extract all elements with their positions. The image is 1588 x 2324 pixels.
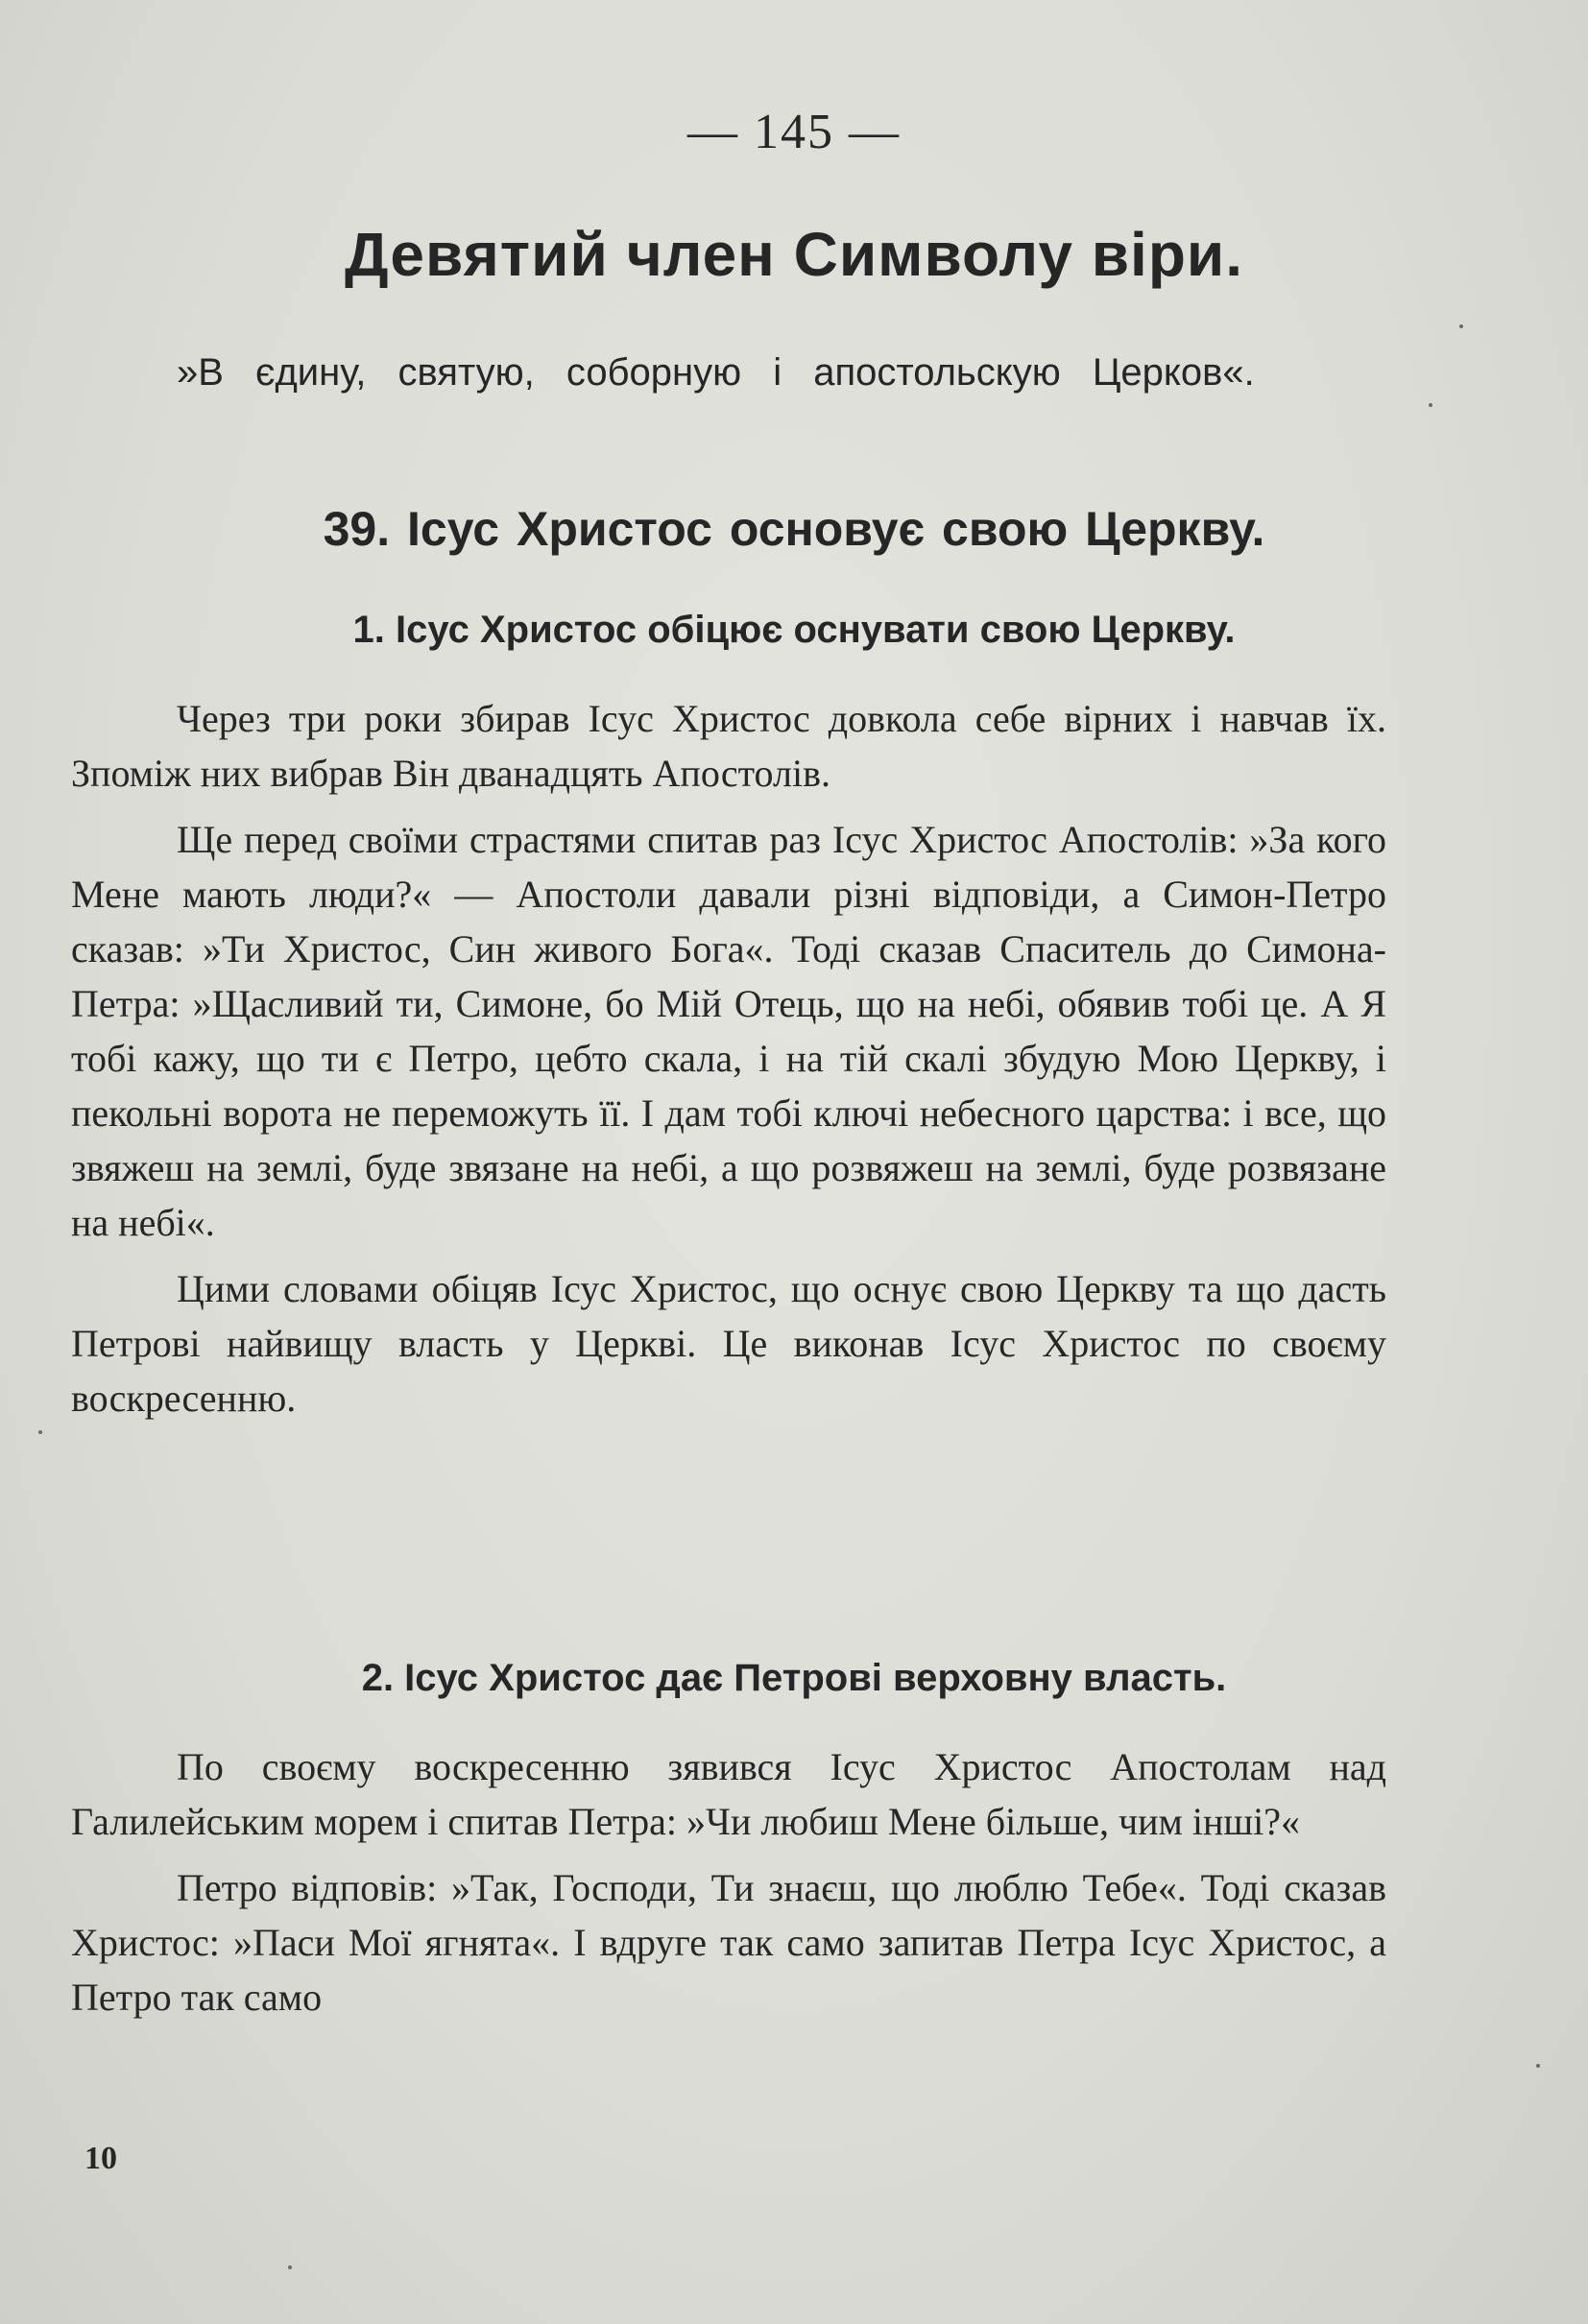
paragraph: Ще перед своїми страстями спитав раз Ісус Христос Апостолів: »За кого Мене мають люди?« — Апостоли давали різні відповіди, а Симон-Петро сказав: »Ти Христос, Син живого Бога«. Тоді сказав Спаситель до Симона-Петра: »Щасливий ти, Симоне, бо Мій Отець, що на небі, обявив тобі це. А Я тобі кажу, що ти є Петро, цебто скала, і на тій скалі збудую Мою Церкву, і пекольні ворота не переможуть її. І дам тобі ключі небесного царства: і все, що звяжеш на землі, буде звязане на небі, а що розвяжеш на землі, буде розвязане на небі«. (71, 818, 1386, 1244)
page-number: — 145 — (687, 105, 901, 159)
subsection-2-title: 2. Ісус Христос дає Петрові верховну власть. (361, 1657, 1227, 1699)
sheet-signature: 10 (84, 2141, 117, 2176)
creed-text: »В єдину, святую, соборную і апостольскую Церков«. (177, 351, 1255, 394)
paper-speck (1536, 2064, 1540, 2068)
subsection-1-title: 1. Ісус Христос обіцює оснувати свою Церкву. (352, 609, 1236, 651)
subsection-2-body (71, 1739, 1386, 2025)
paragraph: Через три роки збирав Ісус Христос довкола себе вірних і навчав їх. Зпоміж них вибрав Він дванадцять Апостолів. (71, 697, 1386, 795)
paper-speck (1459, 324, 1463, 328)
chapter-title: Девятий член Символу віри. (344, 220, 1244, 289)
paper-speck (38, 1430, 42, 1434)
creed-quote (71, 344, 1386, 401)
section-title: 39. Ісус Христос основує свою Церкву. (323, 502, 1265, 556)
paper-speck (288, 2265, 292, 2269)
paper-speck (1429, 403, 1432, 407)
paragraph: По своєму воскресенню зявився Ісус Христос Апостолам над Галилейським морем і спитав Петра: »Чи любиш Мене більше, чим інші?« (71, 1745, 1386, 1843)
subsection-1-body (71, 691, 1386, 1426)
paragraph: Петро відповів: »Так, Господи, Ти знаєш, що люблю Тебе«. Тоді сказав Христос: »Паси Мої ягнята«. І вдруге так само запитав Петра Ісус Христос, а Петро так само (71, 1866, 1386, 2019)
paragraph: Цими словами обіцяв Ісус Христос, що оснує свою Церкву та що дасть Петрові найвищу власть у Церкві. Це виконав Ісус Христос по своєму воскресенню. (71, 1267, 1386, 1420)
